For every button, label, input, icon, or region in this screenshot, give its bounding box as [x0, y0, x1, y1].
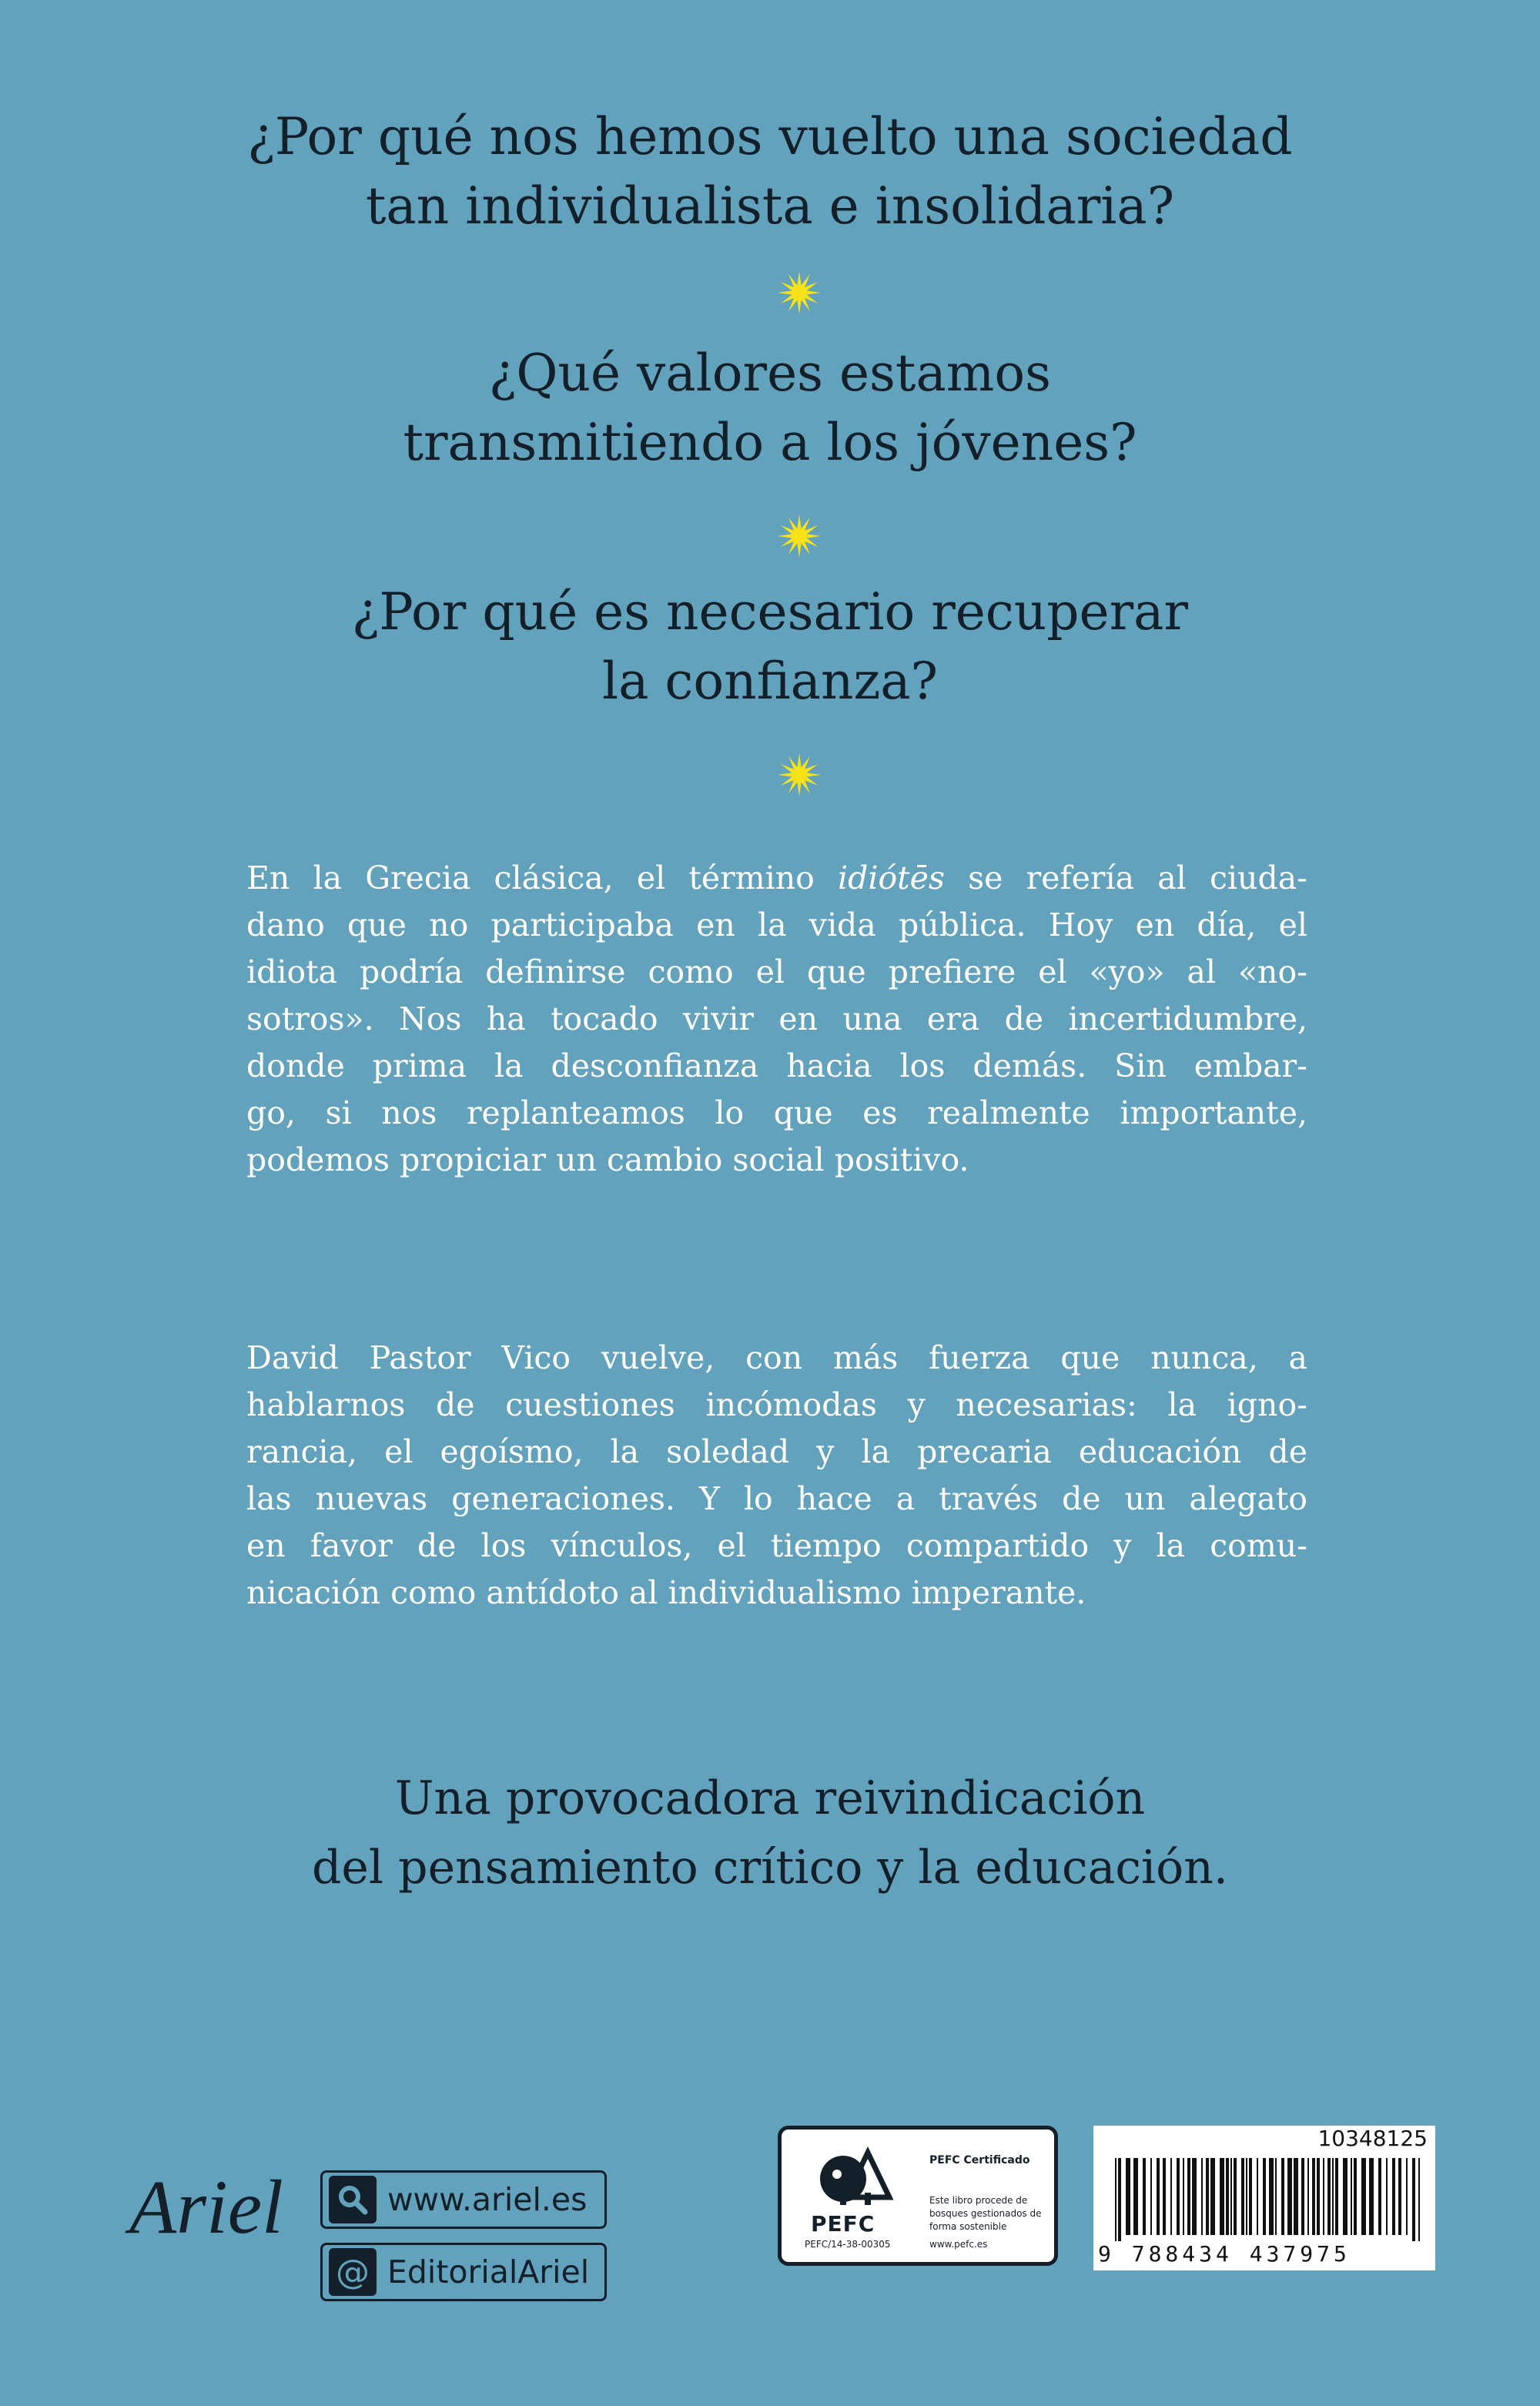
pefc-title: PEFC Certificado	[929, 2154, 1030, 2166]
isbn-number: 9 788434 437975	[1098, 2241, 1351, 2267]
question-2-line-2: transmitiendo a los jóvenes?	[403, 413, 1137, 472]
search-icon	[329, 2176, 377, 2223]
tagline-line-1: Una provocadora reivindicación	[394, 1771, 1146, 1825]
paragraph-1-line: podemos propiciar un cambio social positivo.	[246, 1141, 969, 1178]
description-paragraph-2	[246, 1335, 1307, 1617]
social-handle: EditorialAriel	[387, 2254, 590, 2290]
star-icon	[775, 511, 824, 561]
question-1-line-1: ¿Por qué nos hemos vuelto una sociedad	[247, 107, 1293, 166]
question-3	[0, 578, 1540, 716]
paragraph-2-line: las nuevas generaciones. Y lo hace a través de un alegato	[246, 1480, 1307, 1517]
question-1	[0, 102, 1540, 241]
tagline	[0, 1764, 1540, 1902]
pefc-text: Este libro procede de bosques gestionados de forma sostenible	[929, 2195, 1042, 2232]
paragraph-1-line: go, si nos replanteamos lo que es realmente importante,	[246, 1094, 1307, 1131]
greek-term: idiótēs	[838, 860, 945, 896]
paragraph-2-line: hablarnos de cuestiones incómodas y necesarias: la igno-	[246, 1386, 1307, 1423]
at-icon: @	[329, 2248, 377, 2296]
tree-logo-icon	[809, 2142, 902, 2211]
publisher-logo: Ariel	[129, 2164, 283, 2250]
question-2-line-1: ¿Qué valores estamos	[489, 343, 1051, 403]
paragraph-1-line: sotros». Nos ha tocado vivir en una era de incertidumbre,	[246, 1000, 1307, 1037]
star-icon	[775, 750, 824, 799]
paragraph-2-line: David Pastor Vico vuelve, con más fuerza que nunca, a	[246, 1339, 1307, 1376]
star-icon	[775, 268, 824, 317]
pefc-brand: PEFC	[811, 2211, 875, 2237]
paragraph-2-line: en favor de los vínculos, el tiempo compartido y la comu-	[246, 1527, 1307, 1564]
question-1-line-2: tan individualista e insolidaria?	[365, 176, 1175, 236]
pefc-code: PEFC/14-38-00305	[805, 2239, 891, 2250]
website-text: www.ariel.es	[387, 2181, 588, 2218]
tagline-line-2: del pensamiento crítico y la educación.	[312, 1841, 1228, 1895]
barcode-box	[1093, 2126, 1435, 2270]
description-paragraph-1	[246, 855, 1307, 1184]
paragraph-2-line: nicación como antídoto al individualismo imperante.	[246, 1574, 1086, 1611]
paragraph-1-line: En la Grecia clásica, el término idiótēs se refería al ciuda-	[246, 860, 1307, 896]
paragraph-1-line: idiota podría definirse como el que prefiere el «yo» al «no-	[246, 953, 1307, 990]
pefc-url: www.pefc.es	[929, 2239, 988, 2250]
reference-number: 10348125	[1317, 2126, 1428, 2151]
question-3-line-1: ¿Por qué es necesario recuperar	[351, 582, 1189, 642]
paragraph-2-line: rancia, el egoísmo, la soledad y la precaria educación de	[246, 1433, 1307, 1470]
paragraph-1-line: donde prima la desconfianza hacia los demás. Sin embar-	[246, 1047, 1307, 1084]
barcode-icon	[1115, 2158, 1420, 2241]
pefc-certification-box	[778, 2126, 1058, 2266]
question-3-line-2: la confianza?	[601, 652, 939, 711]
social-link[interactable]	[320, 2243, 607, 2301]
website-link[interactable]	[320, 2170, 607, 2229]
question-2	[0, 339, 1540, 478]
paragraph-1-line: dano que no participaba en la vida pública. Hoy en día, el	[246, 906, 1307, 943]
